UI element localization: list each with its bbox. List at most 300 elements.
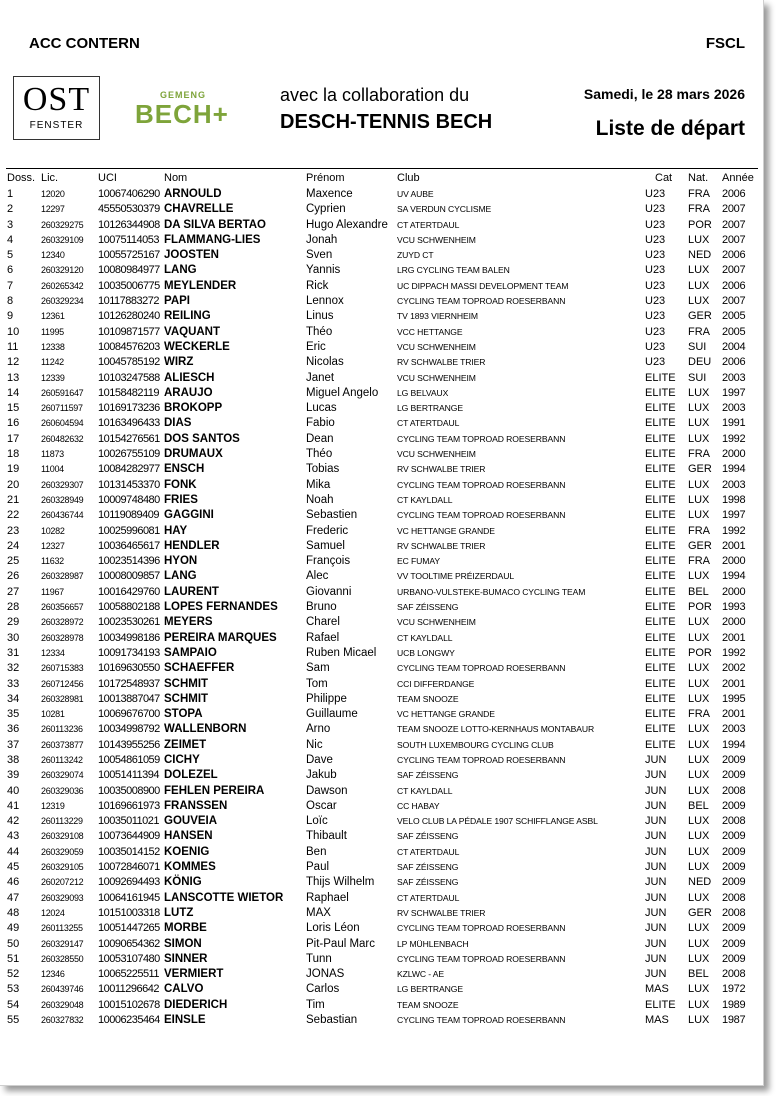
- cell-nom: HYON: [164, 555, 198, 568]
- cell-prenom: Tobias: [306, 463, 340, 476]
- cell-nat: LUX: [688, 845, 710, 858]
- cell-club: RV SCHWALBE TRIER: [397, 540, 486, 551]
- cell-doss: 45: [7, 861, 20, 874]
- cell-doss: 52: [7, 968, 20, 981]
- cell-annee: 2008: [722, 968, 746, 981]
- cell-doss: 51: [7, 952, 20, 965]
- cell-lic: 260328550: [41, 953, 84, 964]
- cell-uci: 10109871577: [98, 325, 160, 338]
- cell-annee: 2007: [722, 203, 746, 216]
- col-header-uci: UCI: [98, 172, 117, 184]
- cell-club: CT ATERTDAUL: [397, 892, 460, 903]
- cell-lic: 260113255: [41, 923, 83, 934]
- cell-club: TV 1893 VIERNHEIM: [397, 311, 478, 322]
- cell-prenom: Linus: [306, 310, 334, 323]
- cell-nat: LUX: [688, 1014, 710, 1027]
- cell-prenom: Fabio: [306, 417, 335, 430]
- cell-club: LG BERTRANGE: [397, 403, 463, 414]
- cell-lic: 260329093: [41, 892, 84, 903]
- cell-uci: 10069676700: [98, 708, 160, 721]
- cell-uci: 10163496433: [98, 417, 160, 430]
- cell-prenom: Tim: [306, 998, 325, 1011]
- cell-annee: 1987: [722, 1014, 746, 1027]
- cell-lic: 10282: [41, 525, 65, 536]
- cell-prenom: Dean: [306, 432, 334, 445]
- cell-prenom: Maxence: [306, 188, 353, 200]
- cell-cat: JUN: [645, 922, 667, 935]
- cell-club: SAF ZÉISSENG: [397, 877, 459, 888]
- cell-lic: 260604594: [41, 418, 84, 429]
- cell-club: LG BERTRANGE: [397, 984, 463, 995]
- cell-nom: KÖNIG: [164, 876, 202, 889]
- cell-nom: GAGGINI: [164, 509, 214, 522]
- cell-doss: 41: [7, 799, 20, 812]
- cell-uci: 10026755109: [98, 448, 160, 461]
- table-row: [0, 279, 763, 294]
- cell-doss: 48: [7, 906, 20, 919]
- cell-club: VCU SCHWENHEIM: [397, 234, 476, 245]
- cell-nat: SUI: [688, 371, 707, 384]
- cell-prenom: Mika: [306, 478, 331, 491]
- cell-nat: LUX: [688, 631, 710, 644]
- cell-prenom: Janet: [306, 371, 335, 384]
- cell-cat: U23: [645, 188, 666, 200]
- cell-lic: 260113229: [41, 816, 83, 827]
- cell-doss: 43: [7, 830, 20, 843]
- table-row: [0, 248, 763, 263]
- ost-logo-word: OST: [22, 81, 91, 118]
- cell-nom: WECKERLE: [164, 340, 230, 353]
- cell-lic: 260715383: [41, 663, 84, 674]
- cell-club: SAF ZÉISSENG: [397, 831, 459, 842]
- cell-annee: 2007: [722, 233, 746, 246]
- cell-lic: 260328987: [41, 571, 84, 582]
- cell-nom: VAQUANT: [164, 325, 221, 338]
- cell-annee: 1992: [722, 432, 746, 445]
- header-divider: [6, 168, 758, 169]
- cell-cat: JUN: [645, 830, 667, 843]
- cell-annee: 2001: [722, 631, 746, 644]
- cell-uci: 10034998792: [98, 723, 160, 736]
- cell-nom: SIMON: [164, 937, 202, 950]
- cell-uci: 10006235464: [98, 1014, 160, 1027]
- cell-lic: 260329036: [41, 785, 84, 796]
- cell-nat: LUX: [688, 922, 710, 935]
- cell-nom: LANG: [164, 570, 197, 583]
- cell-cat: ELITE: [645, 631, 676, 644]
- cell-doss: 54: [7, 998, 20, 1011]
- cell-doss: 19: [7, 463, 20, 476]
- cell-doss: 39: [7, 769, 20, 782]
- cell-doss: 5: [7, 249, 14, 262]
- cell-nom: KOMMES: [164, 861, 216, 874]
- cell-club: TEAM SNOOZE LOTTO-KERNHAUS MONTABAUR: [397, 724, 595, 735]
- cell-nom: LANG: [164, 264, 197, 277]
- cell-nom: SAMPAIO: [164, 646, 217, 659]
- cell-cat: ELITE: [645, 463, 676, 476]
- cell-nat: FRA: [688, 203, 710, 216]
- cell-annee: 2006: [722, 279, 746, 292]
- cell-uci: 10126344908: [98, 218, 160, 231]
- table-row: [0, 1013, 763, 1028]
- cell-prenom: Loïc: [306, 815, 328, 828]
- cell-doss: 35: [7, 708, 20, 721]
- cell-doss: 31: [7, 646, 20, 659]
- cell-cat: ELITE: [645, 646, 676, 659]
- cell-prenom: Carlos: [306, 983, 340, 996]
- cell-annee: 2006: [722, 356, 746, 369]
- cell-uci: 10051411394: [98, 769, 159, 782]
- col-header-lic: Lic.: [41, 172, 59, 184]
- cell-lic: 260329147: [41, 938, 84, 949]
- cell-uci: 10117883272: [98, 295, 159, 308]
- cell-nom: PAPI: [164, 295, 190, 308]
- cell-nom: DOLEZEL: [164, 769, 218, 782]
- cell-uci: 10092694493: [98, 876, 160, 889]
- cell-annee: 1989: [722, 998, 746, 1011]
- cell-cat: JUN: [645, 753, 667, 766]
- cell-prenom: Charel: [306, 616, 340, 629]
- cell-nom: WALLENBORN: [164, 723, 247, 736]
- cell-uci: 10035008900: [98, 784, 160, 797]
- cell-prenom: Théo: [306, 448, 333, 461]
- cell-lic: 11242: [41, 357, 64, 368]
- cell-nom: FONK: [164, 478, 197, 491]
- organizer-right: FSCL: [705, 35, 745, 52]
- cell-club: CYCLING TEAM TOPROAD ROESERBANN: [397, 510, 566, 521]
- cell-nat: LUX: [688, 432, 710, 445]
- cell-cat: JUN: [645, 815, 667, 828]
- cell-doss: 37: [7, 738, 20, 751]
- cell-club: TEAM SNOOZE: [397, 999, 459, 1010]
- cell-club: URBANO-VULSTEKE-BUMACO CYCLING TEAM: [397, 586, 586, 597]
- cell-annee: 2000: [722, 555, 746, 568]
- table-row: [0, 585, 763, 600]
- cell-annee: 2003: [722, 478, 746, 491]
- cell-annee: 1991: [722, 417, 746, 430]
- cell-club: SAF ZÉISSENG: [397, 770, 459, 781]
- cell-doss: 49: [7, 922, 20, 935]
- cell-annee: 2009: [722, 861, 746, 874]
- cell-doss: 1: [7, 188, 14, 200]
- cell-nom: HENDLER: [164, 539, 220, 552]
- cell-nom: REILING: [164, 310, 211, 323]
- cell-nom: HANSEN: [164, 830, 213, 843]
- cell-doss: 55: [7, 1014, 20, 1027]
- cell-lic: 12339: [41, 372, 65, 383]
- cell-nom: SCHMIT: [164, 692, 209, 705]
- cell-nat: FRA: [688, 188, 710, 200]
- cell-nom: MORBE: [164, 922, 207, 935]
- cell-prenom: Pit-Paul Marc: [306, 937, 376, 950]
- cell-nom: PEREIRA MARQUES: [164, 631, 277, 644]
- page-title: Liste de départ: [595, 117, 745, 140]
- cell-nom: DA SILVA BERTAO: [164, 218, 267, 231]
- cell-annee: 1994: [722, 463, 746, 476]
- cell-lic: 260356657: [41, 602, 84, 613]
- cell-prenom: JONAS: [306, 968, 345, 981]
- bech-logo: [135, 90, 245, 132]
- cell-cat: MAS: [645, 1014, 669, 1027]
- table-row: [0, 478, 763, 493]
- cell-cat: JUN: [645, 968, 667, 981]
- cell-nom: EINSLE: [164, 1014, 206, 1027]
- cell-lic: 260711597: [41, 403, 83, 414]
- cell-uci: 10065225511: [98, 968, 159, 981]
- cell-uci: 10067406290: [98, 188, 160, 200]
- cell-lic: 260328978: [41, 632, 84, 643]
- cell-club: VCU SCHWENHEIM: [397, 449, 476, 460]
- cell-nat: DEU: [688, 356, 712, 369]
- cell-prenom: Sebastian: [306, 1014, 358, 1027]
- cell-cat: MAS: [645, 983, 669, 996]
- cell-prenom: Arno: [306, 723, 331, 736]
- cell-prenom: Bruno: [306, 601, 337, 614]
- cell-annee: 2003: [722, 402, 746, 415]
- cell-nom: KOENIG: [164, 845, 210, 858]
- cell-uci: 10055725167: [98, 249, 160, 262]
- table-row: [0, 218, 763, 233]
- cell-uci: 10016429760: [98, 585, 160, 598]
- cell-cat: JUN: [645, 769, 667, 782]
- cell-annee: 2000: [722, 448, 746, 461]
- cell-nat: LUX: [688, 402, 710, 415]
- cell-uci: 10169173236: [98, 402, 160, 415]
- col-header-annee: Année: [722, 172, 754, 184]
- cell-lic: 260329108: [41, 831, 84, 842]
- cell-nom: FEHLEN PEREIRA: [164, 784, 265, 797]
- cell-annee: 2007: [722, 295, 746, 308]
- cell-prenom: Raphael: [306, 891, 349, 904]
- cell-nom: CHAVRELLE: [164, 203, 234, 216]
- cell-cat: ELITE: [645, 998, 676, 1011]
- cell-uci: 10023530261: [98, 616, 160, 629]
- cell-uci: 10009748480: [98, 493, 160, 506]
- cell-nat: LUX: [688, 264, 710, 277]
- cell-nom: ARNOULD: [164, 188, 222, 200]
- cell-annee: 1992: [722, 646, 746, 659]
- cell-lic: 11004: [41, 464, 64, 475]
- table-row: [0, 569, 763, 584]
- cell-annee: 1972: [722, 983, 746, 996]
- table-row: [0, 233, 763, 248]
- cell-prenom: Yannis: [306, 264, 341, 277]
- cell-doss: 13: [7, 371, 20, 384]
- cell-prenom: Thibault: [306, 830, 347, 843]
- cell-annee: 2009: [722, 753, 746, 766]
- cell-uci: 10158482119: [98, 386, 159, 399]
- cell-nat: LUX: [688, 815, 710, 828]
- cell-uci: 10036465617: [98, 539, 160, 552]
- cell-cat: ELITE: [645, 677, 676, 690]
- cell-club: ZUYD CT: [397, 250, 434, 261]
- cell-annee: 2009: [722, 799, 746, 812]
- cell-nom: STOPA: [164, 708, 203, 721]
- cell-cat: U23: [645, 218, 666, 231]
- cell-doss: 8: [7, 295, 14, 308]
- event-date: Samedi, le 28 mars 2026: [583, 86, 745, 102]
- cell-doss: 6: [7, 264, 14, 277]
- cell-lic: 12024: [41, 907, 65, 918]
- cell-doss: 3: [7, 218, 14, 231]
- table-row: [0, 875, 763, 890]
- cell-lic: 260265342: [41, 280, 84, 291]
- cell-doss: 33: [7, 677, 20, 690]
- cell-uci: 10073644909: [98, 830, 160, 843]
- cell-uci: 10058802188: [98, 601, 160, 614]
- table-row: [0, 386, 763, 401]
- cell-club: CYCLING TEAM TOPROAD ROESERBANN: [397, 923, 566, 934]
- table-row: [0, 600, 763, 615]
- col-header-doss: Doss.: [7, 172, 36, 184]
- table-row: [0, 340, 763, 355]
- cell-uci: 10126280240: [98, 310, 160, 323]
- cell-lic: 260329307: [41, 479, 84, 490]
- cell-prenom: Théo: [306, 325, 333, 338]
- table-row: [0, 921, 763, 936]
- cell-annee: 1997: [722, 509, 746, 522]
- cell-annee: 2000: [722, 616, 746, 629]
- cell-nom: BROKOPP: [164, 402, 223, 415]
- cell-prenom: Lucas: [306, 402, 337, 415]
- cell-uci: 10045785192: [98, 356, 160, 369]
- col-header-cat: Cat: [655, 172, 673, 184]
- cell-club: CYCLING TEAM TOPROAD ROESERBANN: [397, 953, 566, 964]
- ost-logo-subtitle: FENSTER: [29, 120, 84, 131]
- cell-nom: ARAUJO: [164, 386, 213, 399]
- cell-nat: LUX: [688, 509, 710, 522]
- cell-club: UV AUBE: [397, 189, 434, 199]
- table-row: [0, 371, 763, 386]
- cell-nat: LUX: [688, 998, 710, 1011]
- cell-annee: 2005: [722, 325, 746, 338]
- table-row: [0, 891, 763, 906]
- cell-doss: 12: [7, 356, 20, 369]
- col-header-nom: Nom: [164, 172, 188, 184]
- cell-nat: FRA: [688, 708, 710, 721]
- table-row: [0, 447, 763, 462]
- table-row: [0, 263, 763, 278]
- cell-lic: 260328981: [41, 693, 84, 704]
- cell-prenom: Tom: [306, 677, 328, 690]
- cell-prenom: Guillaume: [306, 708, 358, 721]
- cell-doss: 25: [7, 555, 20, 568]
- cell-doss: 44: [7, 845, 20, 858]
- cell-club: VC HETTANGE GRANDE: [397, 525, 495, 536]
- cell-prenom: Hugo Alexandre: [306, 218, 388, 231]
- cell-prenom: Paul: [306, 861, 330, 874]
- cell-prenom: Oscar: [306, 799, 337, 812]
- cell-nat: LUX: [688, 570, 710, 583]
- cell-prenom: Rafael: [306, 631, 340, 644]
- cell-annee: 1997: [722, 386, 746, 399]
- cell-nat: LUX: [688, 983, 710, 996]
- cell-annee: 2009: [722, 769, 746, 782]
- cell-uci: 10035014152: [98, 845, 160, 858]
- col-header-nat: Nat.: [688, 172, 709, 184]
- cell-prenom: Samuel: [306, 539, 345, 552]
- cell-annee: 2002: [722, 662, 746, 675]
- cell-nat: NED: [688, 876, 712, 889]
- cell-uci: 10143955256: [98, 738, 160, 751]
- cell-annee: 2009: [722, 876, 746, 889]
- table-row: [0, 692, 763, 707]
- table-row: [0, 784, 763, 799]
- cell-lic: 260329048: [41, 999, 84, 1010]
- cell-cat: U23: [645, 233, 666, 246]
- cell-lic: 260439746: [41, 984, 84, 995]
- cell-nat: FRA: [688, 524, 710, 537]
- cell-prenom: Sebastien: [306, 509, 358, 522]
- table-row: [0, 722, 763, 737]
- cell-cat: ELITE: [645, 509, 676, 522]
- cell-club: LRG CYCLING TEAM BALEN: [397, 265, 510, 276]
- cell-lic: 11873: [41, 449, 64, 460]
- cell-club: KZLWC - AE: [397, 969, 445, 980]
- cell-lic: 260329275: [41, 219, 84, 230]
- cell-club: LG BELVAUX: [397, 387, 449, 398]
- cell-nat: BEL: [688, 585, 709, 598]
- cell-lic: 12338: [41, 341, 65, 352]
- cell-lic: 260328972: [41, 617, 84, 628]
- cell-cat: ELITE: [645, 570, 676, 583]
- cell-prenom: MAX: [306, 906, 331, 919]
- cell-club: CT KAYLDALL: [397, 785, 453, 796]
- ost-fenster-logo: [13, 76, 100, 140]
- cell-uci: 10172548937: [98, 677, 160, 690]
- cell-uci: 10025996081: [98, 524, 160, 537]
- cell-nom: DIEDERICH: [164, 998, 228, 1011]
- cell-lic: 11967: [41, 586, 64, 597]
- table-row: [0, 524, 763, 539]
- col-header-prenom: Prénom: [306, 172, 345, 184]
- cell-doss: 53: [7, 983, 20, 996]
- cell-club: CCI DIFFERDANGE: [397, 678, 475, 689]
- cell-lic: 260113242: [41, 754, 83, 765]
- cell-lic: 260373877: [41, 739, 84, 750]
- cell-doss: 10: [7, 325, 20, 338]
- cell-club: CT ATERTDAUL: [397, 846, 460, 857]
- table-row: [0, 493, 763, 508]
- collaboration-club: DESCH-TENNIS BECH: [280, 111, 493, 133]
- cell-lic: 260329120: [41, 265, 84, 276]
- cell-annee: 1993: [722, 601, 746, 614]
- cell-club: CYCLING TEAM TOPROAD ROESERBANN: [397, 754, 566, 765]
- cell-cat: ELITE: [645, 601, 676, 614]
- cell-lic: 260328949: [41, 494, 84, 505]
- cell-nat: LUX: [688, 784, 710, 797]
- cell-nom: DRUMAUX: [164, 448, 223, 461]
- cell-nat: POR: [688, 601, 712, 614]
- cell-nat: LUX: [688, 478, 710, 491]
- cell-doss: 23: [7, 524, 20, 537]
- cell-uci: 10034998186: [98, 631, 160, 644]
- cell-cat: ELITE: [645, 708, 676, 721]
- cell-nat: LUX: [688, 386, 710, 399]
- cell-cat: U23: [645, 356, 666, 369]
- cell-annee: 2008: [722, 891, 746, 904]
- cell-nat: FRA: [688, 555, 710, 568]
- cell-nom: MEYLENDER: [164, 279, 237, 292]
- table-row: [0, 982, 763, 997]
- cell-prenom: Nicolas: [306, 356, 344, 369]
- cell-nom: WIRZ: [164, 356, 194, 369]
- cell-cat: ELITE: [645, 662, 676, 675]
- cell-club: CT KAYLDALL: [397, 494, 453, 505]
- cell-uci: 10011296642: [98, 983, 159, 996]
- cell-uci: 10151003318: [98, 906, 160, 919]
- cell-club: CT ATERTDAUL: [397, 219, 460, 230]
